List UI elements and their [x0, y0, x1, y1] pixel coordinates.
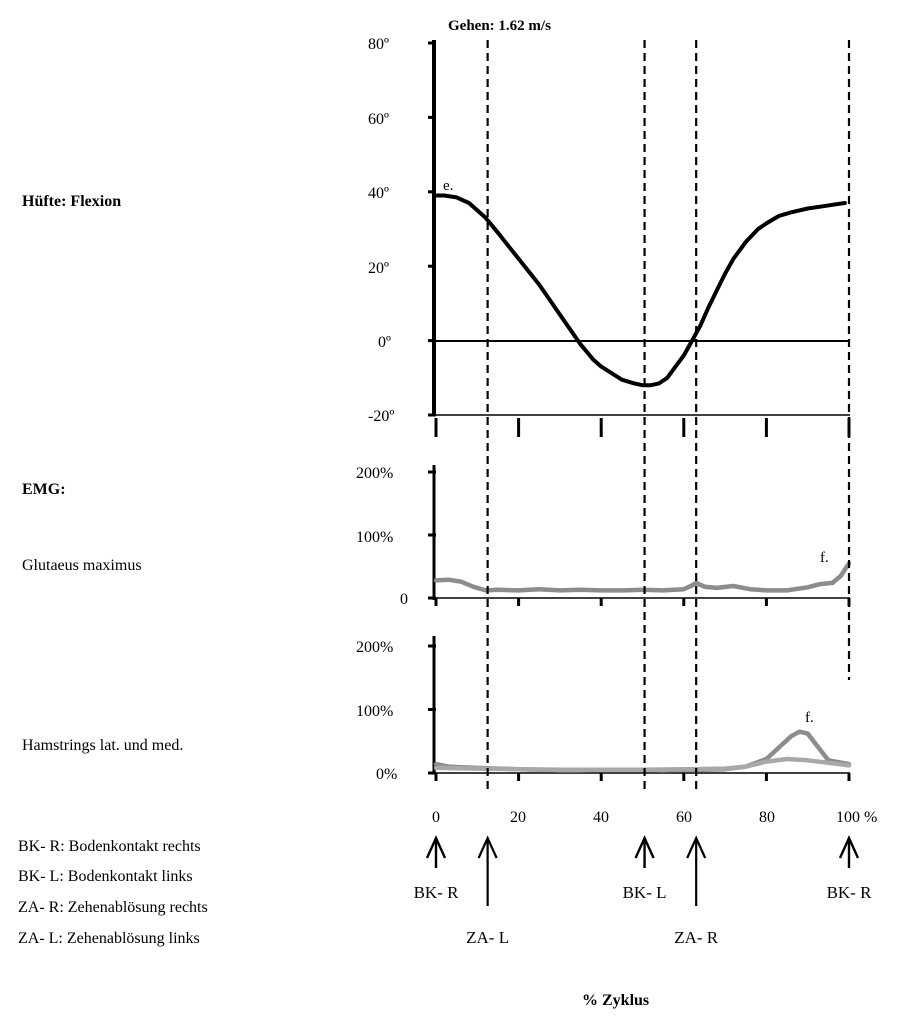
x-tick-100: 100 % — [836, 809, 878, 826]
ham-ytick-0: 0% — [376, 766, 398, 783]
hip-ytick-0: 0º — [378, 334, 391, 351]
hip-ytick-minus20: -20º — [368, 408, 395, 425]
hip-ytick-60: 60º — [368, 111, 389, 128]
glut-annotation-f: f. — [820, 550, 829, 566]
hip-ytick-20: 20º — [368, 260, 389, 277]
event-arrow-0 — [427, 838, 445, 868]
event-arrow-2 — [636, 838, 654, 868]
hamstrings-panel — [356, 636, 850, 783]
legend-za-r: ZA- R: Zehenablösung rechts — [18, 899, 208, 916]
event-label-1: ZA- L — [466, 928, 510, 947]
event-arrow-3 — [687, 838, 705, 906]
event-label-4: BK- R — [826, 883, 872, 902]
hip-ytick-40: 40º — [368, 185, 389, 202]
glutaeus-label: Glutaeus maximus — [22, 557, 142, 574]
glut-ytick-100: 100% — [356, 529, 394, 546]
ham-ytick-100: 100% — [356, 703, 394, 720]
legend-bk-l: BK- L: Bodenkontakt links — [18, 868, 193, 885]
chart-title: Gehen: 1.62 m/s — [448, 18, 551, 34]
ham-series-line-0 — [436, 732, 849, 771]
event-label-3: ZA- R — [674, 928, 719, 947]
ham-annotation-f: f. — [805, 710, 814, 726]
legend-za-l: ZA- L: Zehenablösung links — [18, 930, 200, 947]
hip-flexion-panel — [368, 36, 850, 437]
x-tick-80: 80 — [759, 809, 775, 826]
abbreviation-legend — [18, 838, 208, 947]
hip-flexion-label: Hüfte: Flexion — [22, 193, 122, 210]
x-tick-60: 60 — [676, 809, 692, 826]
glut-ytick-0: 0 — [400, 591, 408, 608]
event-arrow-4 — [840, 838, 858, 868]
event-label-2: BK- L — [622, 883, 667, 902]
glut-ytick-200: 200% — [356, 465, 394, 482]
x-tick-40: 40 — [593, 809, 609, 826]
event-label-0: BK- R — [413, 883, 459, 902]
hamstrings-label: Hamstrings lat. und med. — [22, 737, 184, 754]
legend-bk-r: BK- R: Bodenkontakt rechts — [18, 838, 201, 855]
x-tick-labels — [432, 809, 877, 826]
glutaeus-panel — [356, 465, 850, 608]
hip-series-line-0 — [436, 196, 845, 386]
glut-series-line-0 — [436, 563, 849, 590]
x-axis-title: % Zyklus — [582, 992, 650, 1009]
gait-events — [414, 40, 873, 947]
hip-ytick-80: 80º — [368, 36, 389, 53]
ham-ytick-200: 200% — [356, 639, 394, 656]
emg-section-label: EMG: — [22, 481, 66, 498]
ham-series-line-1 — [436, 759, 849, 770]
x-tick-0: 0 — [432, 809, 440, 826]
hip-annotation-e: e. — [443, 178, 454, 194]
event-arrow-1 — [479, 838, 497, 906]
x-tick-20: 20 — [510, 809, 526, 826]
